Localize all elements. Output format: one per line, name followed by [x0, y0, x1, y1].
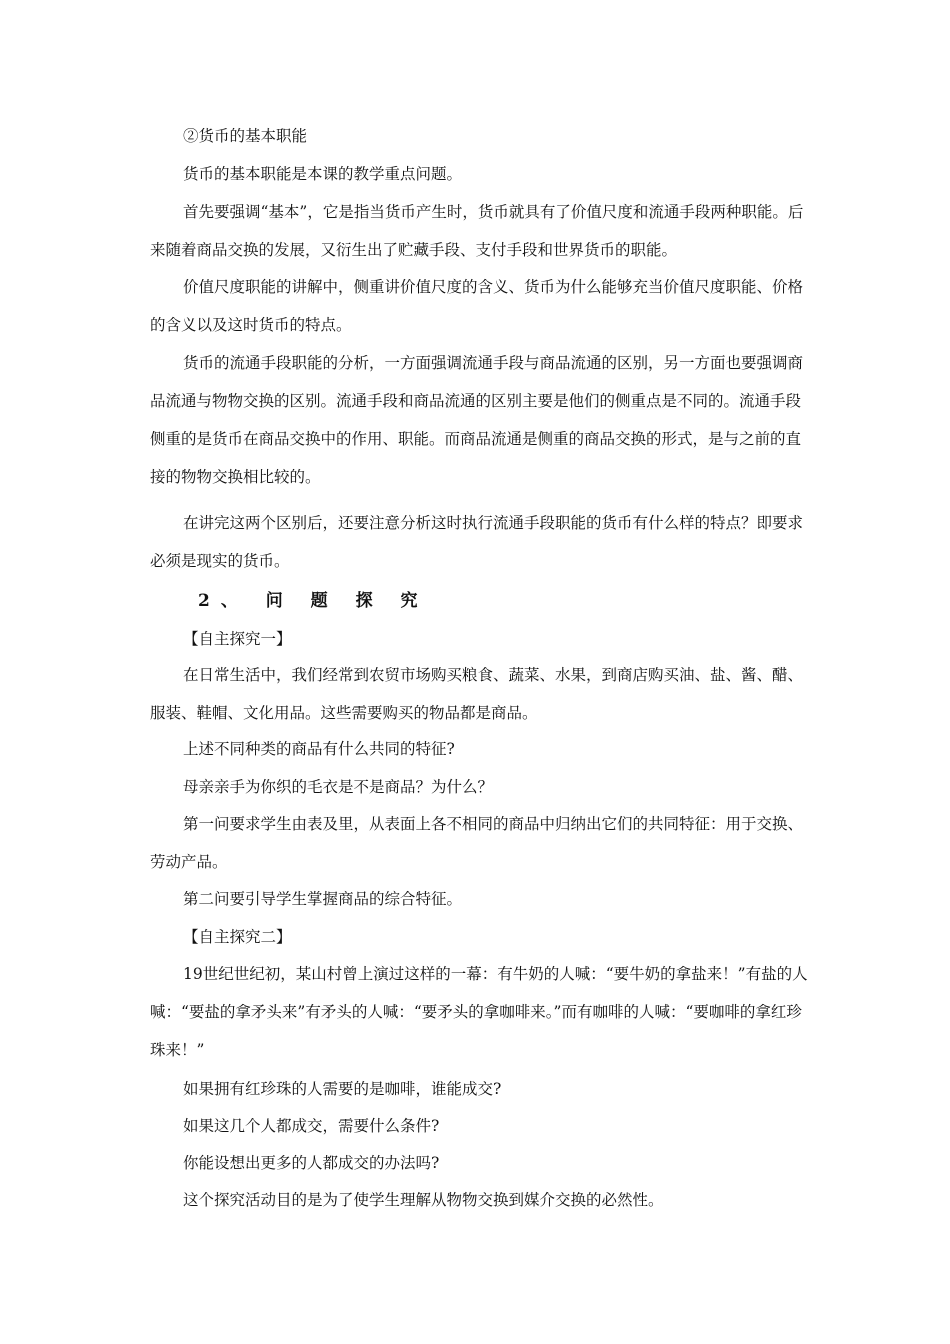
- inquiry-one-text: 在日常生活中，我们经常到农贸市场购买粮食、蔬菜、水果，到商店购买油、盐、酱、醋、服装、鞋帽、文化用品。这些需要购买的物品都是商品。: [150, 666, 804, 722]
- inquiry-one-answer-1: 第一问要求学生由表及里，从表面上各不相同的商品中归纳出它们的共同特征：用于交换、劳动产品。: [150, 815, 804, 871]
- inquiry-two-question-1: 如果拥有红珍珠的人需要的是咖啡，谁能成交?: [183, 1080, 502, 1098]
- section-heading-inquiry: 2、 问 题 探 究: [198, 591, 429, 611]
- inquiry-two-label: 【自主探究二】: [183, 928, 292, 946]
- inquiry-two-question-3: 你能设想出更多的人都成交的办法吗?: [183, 1154, 440, 1172]
- section-title: ②货币的基本职能: [183, 127, 308, 145]
- paragraph-real-currency: 在讲完这两个区别后，还要注意分析这时执行流通手段职能的货币有什么样的特点？即要求必须是现实的货币。: [150, 514, 804, 570]
- inquiry-two-aim: 这个探究活动目的是为了使学生理解从物物交换到媒介交换的必然性。: [183, 1191, 664, 1209]
- paragraph-circulation-means: 货币的流通手段职能的分析，一方面强调流通手段与商品流通的区别，另一方面也要强调商品流通与物物交换的区别。流通手段和商品流通的区别主要是他们的侧重点是不同的。流通手段侧重的是货币在商品交换中的作用、职能。而商品流通是侧重的商品交换的形式，是与之前的直接的物物交换相比较的。: [150, 354, 804, 486]
- paragraph-key-point: 货币的基本职能是本课的教学重点问题。: [183, 165, 463, 183]
- inquiry-one-question-1: 上述不同种类的商品有什么共同的特征?: [183, 740, 455, 758]
- inquiry-one-label: 【自主探究一】: [183, 630, 292, 648]
- inquiry-two-question-2: 如果这几个人都成交，需要什么条件?: [183, 1117, 440, 1135]
- paragraph-value-measure: 价值尺度职能的讲解中，侧重讲价值尺度的含义、货币为什么能够充当价值尺度职能、价格的含义以及这时货币的特点。: [150, 278, 804, 334]
- inquiry-one-question-2: 母亲亲手为你织的毛衣是不是商品？为什么？: [183, 778, 494, 796]
- paragraph-basic-functions: 首先要强调“基本”，它是指当货币产生时，货币就具有了价值尺度和流通手段两种职能。后来随着商品交换的发展，又衍生出了贮藏手段、支付手段和世界货币的职能。: [150, 203, 804, 259]
- inquiry-one-answer-2: 第二问要引导学生掌握商品的综合特征。: [183, 890, 463, 908]
- inquiry-two-story: 19世纪世纪初，某山村曾上演过这样的一幕：有牛奶的人喊：“要牛奶的拿盐来！”有盐的人喊：“要盐的拿矛头来”有矛头的人喊：“要矛头的拿咖啡来。”而有咖啡的人喊：“要咖啡的拿红珍珠来！”: [150, 965, 808, 1059]
